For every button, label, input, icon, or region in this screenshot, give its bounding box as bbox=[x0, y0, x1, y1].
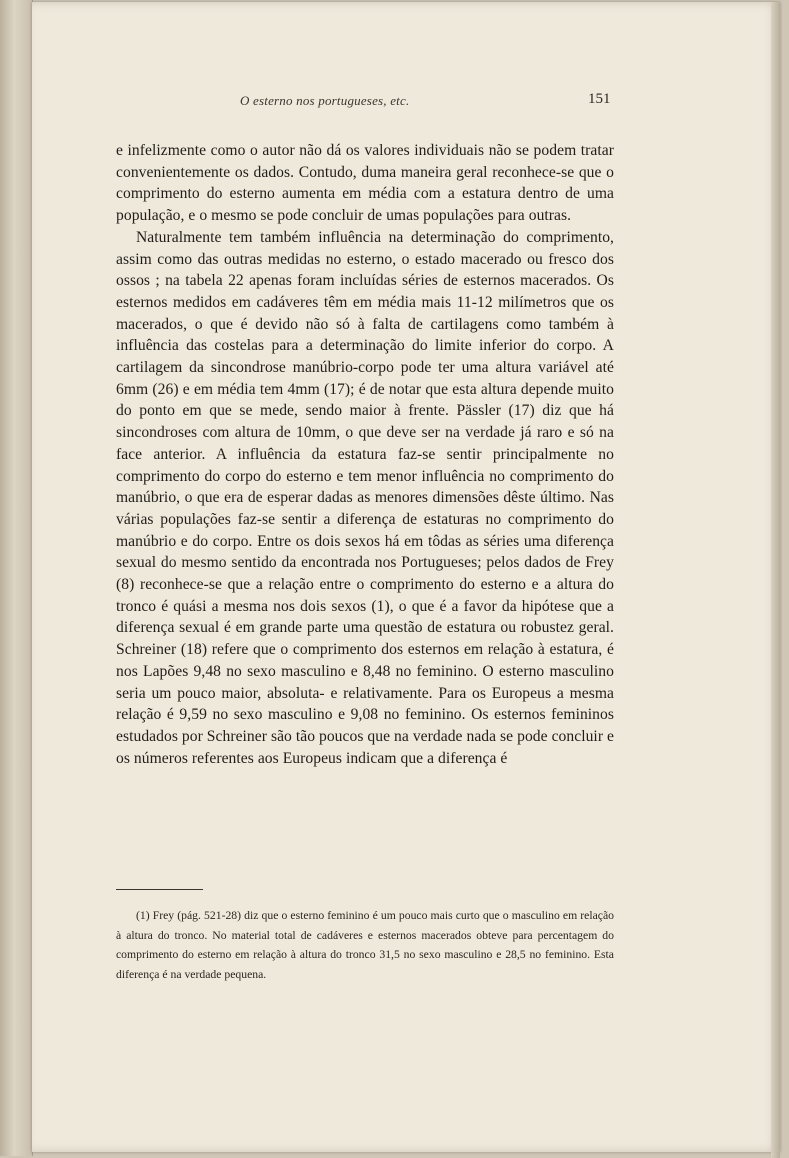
paragraph-2: Naturalmente tem também influência na determinação do comprimento, assim como das outras medidas no esterno, o estado macerado ou fresco dos ossos ; na tabela 22 apenas foram incluídas séries de esternos macerados. Os esternos medidos em cadáveres têm em média mais 11-12 milímetros que os macerados, o que é devido não só à falta de cartilagens como também à influência das costelas para a determinação do limite inferior do corpo. A cartilagem da sincondrose manúbrio-corpo pode ter uma altura variável até 6mm (26) e em média tem 4mm (17); é de notar que esta altura depende muito do ponto em que se mede, sendo maior à frente. Pässler (17) diz que há sincondroses com altura de 10mm, o que deve ser na verdade já raro e só na face anterior. A influência da estatura faz-se sentir principalmente no comprimento do corpo do esterno e tem menor influência no comprimento do manúbrio, o que era de esperar dadas as menores dimensões dêste último. Nas várias populações faz-se sentir a diferença de estaturas no comprimento do manúbrio e do corpo. Entre os dois sexos há em tôdas as séries uma diferença sexual do mesmo sentido da encontrada nos Portugueses; pelos dados de Frey (8) reconhece-se que a relação entre o comprimento do esterno e a altura do tronco é quási a mesma nos dois sexos (1), o que é a favor da hipótese que a diferença sexual é em grande parte uma questão de estatura ou robustez geral. Schreiner (18) refere que o comprimento dos esternos em relação à estatura, é nos Lapões 9,48 no sexo masculino e 8,48 no feminino. O esterno masculino seria um pouco maior, absoluta- e relativamente. Para os Europeus a mesma relação é 9,59 no sexo masculino e 9,08 no feminino. Os esternos femininos estudados por Schreiner são tão poucos que na verdade nada se pode concluir e os números referentes aos Europeus indicam que a diferença é bbox=[116, 228, 614, 767]
book-binding bbox=[0, 0, 33, 1156]
running-head: O esterno nos portugueses, etc. bbox=[240, 93, 410, 108]
body-text bbox=[116, 140, 614, 769]
paragraph-1: e infelizmente como o autor não dá os valores individuais não se podem tratar convenientemente os dados. Contudo, duma maneira geral reconhece-se que o comprimento do esterno aumenta em média com a estatura dentro de uma população, e o mesmo se pode concluir de umas populações para outras. bbox=[116, 142, 614, 225]
footnote bbox=[116, 906, 614, 984]
page-number: 151 bbox=[588, 91, 611, 107]
footnote-text: (1) Frey (pág. 521-28) diz que o esterno feminino é um pouco mais curto que o masculino em relação à altura do tronco. No material total de cadáveres e esternos macerados obteve para percentagem do comprimento do esterno em relação à altura do tronco 31,5 no sexo masculino e 28,5 no feminino. Esta diferença é na verdade pequena. bbox=[116, 909, 614, 981]
page-edge-shadow bbox=[771, 2, 780, 1158]
footnote-divider bbox=[116, 889, 203, 890]
